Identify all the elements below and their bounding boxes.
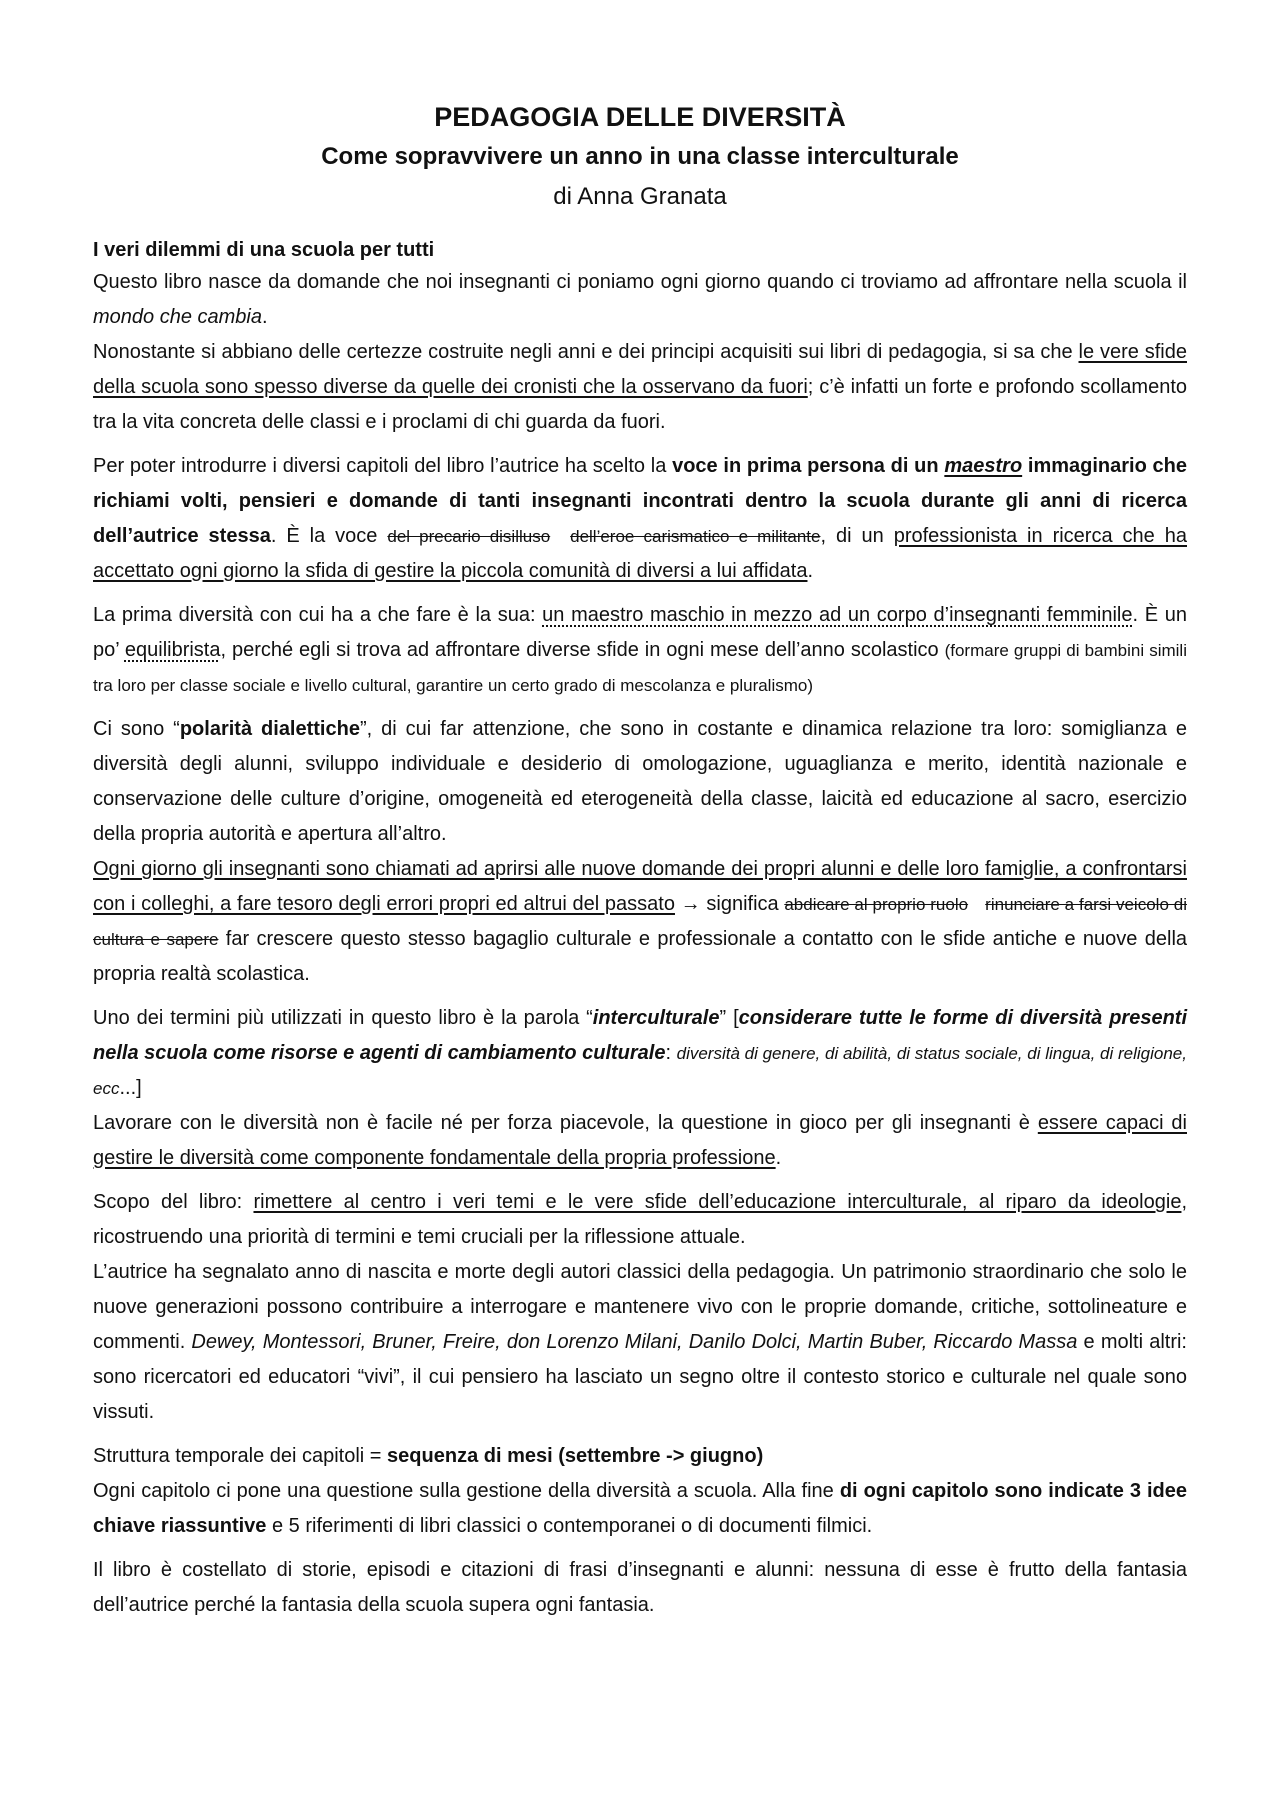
text-run: L’autrice ha segnalato anno di nascita e morte degli autori classici della pedagogia. Un patrimonio straordinario che solo le nuove generazioni possono contribuire a interrogare e mantenere vivo con le proprie domande, critiche, sottolineature e commenti.: [93, 1261, 1187, 1353]
text-run: Uno dei termini più utilizzati in questo libro è la parola “: [93, 1007, 593, 1029]
dotted-underlined-text: equilibrista: [124, 639, 221, 661]
paragraph-classic-authors: [93, 1255, 1187, 1430]
paragraph-chapter-content: [93, 1474, 1187, 1544]
text-run: Questo libro nasce da domande che noi insegnanti ci poniamo ogni giorno quando ci troviamo ad affrontare nella scuola il: [93, 271, 1187, 293]
paragraph-stories: [93, 1553, 1187, 1623]
text-run: .: [775, 1147, 782, 1169]
bold-text: sequenza di mesi (settembre -> giugno): [387, 1445, 764, 1467]
paragraph-intro: [93, 265, 1187, 335]
text-run: .: [807, 560, 814, 582]
strikethrough-text: dell’eroe carismatico e militante: [570, 527, 821, 546]
underlined-text: Ogni giorno gli insegnanti sono chiamati ad aprirsi alle nuove domande dei propri alunni e delle loro famiglie, a confrontarsi con i colleghi, a fare tesoro degli errori propri ed altrui del passato: [93, 858, 1187, 915]
paragraph-certainties: [93, 335, 1187, 440]
text-run: .: [261, 306, 268, 328]
paragraph-book-purpose: [93, 1185, 1187, 1255]
small-italic-text: diversità di genere, di abilità, di status sociale, di lingua, di religione, ecc: [93, 1044, 1187, 1098]
text-run: Ci sono “: [93, 718, 180, 740]
text-run: ...]: [119, 1077, 142, 1099]
underlined-text: essere capaci di gestire le diversità come componente fondamentale della propria professione: [93, 1112, 1187, 1169]
underlined-text: le vere sfide della scuola sono spesso diverse da quelle dei cronisti che la osservano da fuori: [93, 341, 1187, 398]
bold-text: polarità dialettiche: [179, 718, 360, 740]
emphasis-text: mondo che cambia: [93, 306, 262, 328]
strikethrough-text: rinunciare a farsi veicolo di cultura e sapere: [93, 895, 1187, 949]
text-run: Ogni capitolo ci pone una questione sulla gestione della diversità a scuola. Alla fine: [93, 1480, 840, 1502]
text-run: Nonostante si abbiano delle certezze costruite negli anni e dei principi acquisiti sui libri di pedagogia, si sa che: [93, 341, 1079, 363]
italic-text: Dewey, Montessori, Bruner, Freire, don Lorenzo Milani, Danilo Dolci, Martin Buber, Riccardo Massa: [191, 1331, 1078, 1353]
strikethrough-text: abdicare al proprio ruolo: [784, 895, 969, 914]
paragraph-chapter-structure: [93, 1439, 1187, 1474]
text-run: ” [: [719, 1007, 739, 1029]
small-text: (formare gruppi di bambini simili tra loro per classe sociale e livello cultural, garantire un certo grado di mescolanza e pluralismo): [93, 641, 1187, 695]
text-run: far crescere questo stesso bagaglio culturale e professionale a contatto con le sfide antiche e nuove della propria realtà scolastica.: [93, 928, 1188, 985]
paragraph-first-diversity: [93, 598, 1187, 703]
text-run: ”, di cui far attenzione, che sono in costante e dinamica relazione tra loro: somiglianza e diversità degli alunni, sviluppo individuale e desiderio di omologazione, uguaglianza e merito, identità nazionale e conservazione delle culture d’origine, omogeneità ed eterogeneità della classe, laicità ed educazione al sacro, esercizio della propria autorità e apertura all’altro.: [93, 718, 1187, 845]
section-heading: I veri dilemmi di una scuola per tutti: [93, 239, 435, 261]
text-run: Struttura temporale dei capitoli =: [93, 1445, 388, 1467]
bold-text: immaginario che richiami volti, pensieri e domande di tanti insegnanti incontrati dentro la scuola durante gli anni di ricerca dell’autrice stessa: [93, 455, 1188, 547]
document-page: [93, 97, 1187, 1623]
text-run: ; c’è infatti un forte e profondo scollamento tra la vita concreta delle classi e i proclami di chi guarda da fuori.: [93, 376, 1188, 433]
underlined-text: rimettere al centro i veri temi e le vere sfide dell’educazione interculturale, al riparo da ideologie: [253, 1191, 1182, 1213]
text-run: e 5 riferimenti di libri classici o contemporanei o di documenti filmici.: [266, 1515, 873, 1537]
text-run: e molti altri: sono ricercatori ed educatori “vivi”, il cui pensiero ha lasciato un segno oltre il contesto storico e culturale nel quale sono vissuti.: [93, 1331, 1187, 1423]
paragraph-intercultural: [93, 1001, 1187, 1106]
dotted-underlined-text: un maestro maschio in mezzo ad un corpo d’insegnanti femminile: [542, 604, 1133, 626]
text-run: , di un: [820, 525, 894, 547]
underlined-text: professionista in ricerca che ha accettato ogni giorno la sfida di gestire la piccola comunità di diversi a lui affidata: [93, 525, 1187, 582]
bold-italic-text: interculturale: [592, 1007, 720, 1029]
arrow-text: → significa: [674, 893, 785, 915]
text-run: , ricostruendo una priorità di termini e temi cruciali per la riflessione attuale.: [93, 1191, 1188, 1248]
text-run: . È la voce: [270, 525, 388, 547]
text-run: La prima diversità con cui ha a che fare è la sua:: [93, 604, 543, 626]
text-run: Scopo del libro:: [93, 1191, 254, 1213]
text-run: Lavorare con le diversità non è facile né per forza piacevole, la questione in gioco per gli insegnanti è: [93, 1112, 1038, 1134]
document-author: di Anna Granata: [553, 183, 727, 210]
document-subtitle: Come sopravvivere un anno in una classe interculturale: [321, 143, 959, 170]
paragraph-dialectic-polarities: [93, 712, 1187, 852]
paragraph-teacher-voice: [93, 449, 1187, 589]
document-title: PEDAGOGIA DELLE DIVERSITÀ: [434, 102, 846, 132]
text-run: Il libro è costellato di storie, episodi e citazioni di frasi d’insegnanti e alunni: nessuna di esse è frutto della fantasia dell’autrice perché la fantasia della scuola supera ogni fantasia.: [93, 1559, 1187, 1616]
bold-italic-text: considerare tutte le forme di diversità presenti nella scuola come risorse e agenti di cambiamento culturale: [93, 1007, 1188, 1064]
paragraph-working-with-diversity: [93, 1106, 1187, 1176]
bold-text: voce in prima persona di un: [672, 455, 945, 477]
paragraph-every-day: [93, 852, 1187, 992]
text-run: , perché egli si trova ad affrontare diverse sfide in ogni mese dell’anno scolastico: [220, 639, 945, 661]
strikethrough-text: del precario disilluso: [387, 527, 551, 546]
bold-italic-underlined-text: maestro: [944, 455, 1023, 477]
text-run: Per poter introdurre i diversi capitoli del libro l’autrice ha scelto la: [93, 455, 673, 477]
text-run: :: [665, 1042, 677, 1064]
bold-text: di ogni capitolo sono indicate 3 idee chiave riassuntive: [93, 1480, 1188, 1537]
text-run: . È un po’: [93, 604, 1187, 661]
